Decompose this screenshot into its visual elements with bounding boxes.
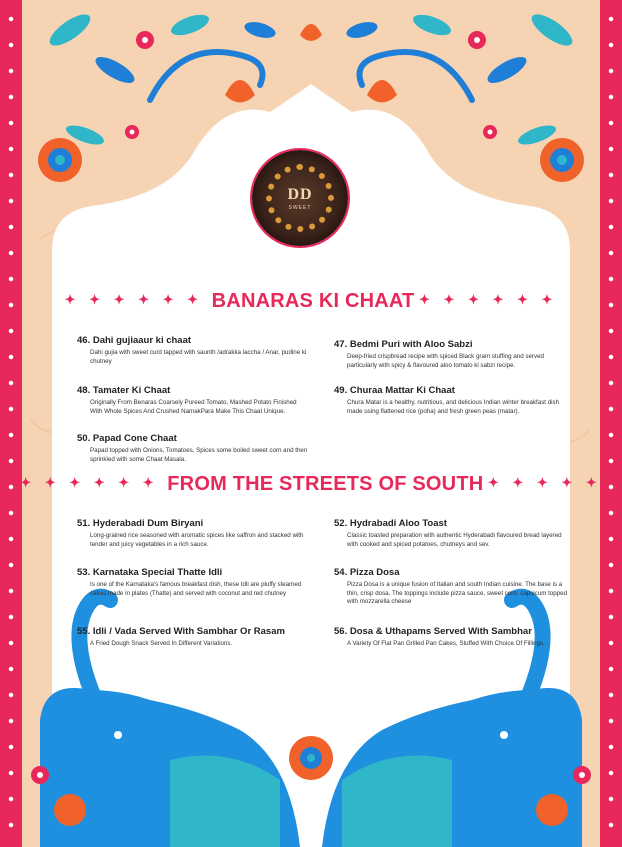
menu-item	[77, 335, 309, 366]
item-name: 47. Bedmi Puri with Aloo Sabzi	[334, 339, 473, 350]
item-description: Is one of the Karnataka's famous breakfast dish, these Idli are pluffy steamed cakes made in plates (Thatte) and served with coconut and red chutney	[90, 581, 302, 597]
item-description: Dahi gujia with sweet curd tapped with saunth /adrakka laccha / Anar, pudine ki chutney	[90, 349, 307, 365]
star-icon: ✦ ✦ ✦ ✦ ✦	[487, 475, 602, 490]
item-description: A Fried Dough Snack Served In Different Variations.	[90, 640, 233, 647]
logo-brand: DD	[287, 186, 313, 203]
item-name: 55. Idli / Vada Served With Sambhar Or Rasam	[77, 626, 285, 637]
star-icon: ✦ ✦ ✦ ✦ ✦ ✦	[64, 292, 212, 307]
section-title-text: FROM THE STREETS OF SOUTH	[167, 473, 484, 495]
logo-sub: SWEET	[288, 205, 312, 211]
menu-item	[77, 433, 309, 464]
item-description: Classic toasted preparation with authentic Hyderabadi flavoured bread layered with cooked and spiced potatoes, chutneys and sev.	[347, 532, 562, 548]
menu-item	[77, 518, 309, 549]
item-description: Originally From Benaras Coarsely Pureed Tomato, Mashed Potato Finished With Whole Spices And Crushed NamakPara Make This Chaat Unique.	[90, 399, 297, 415]
section-title-south	[0, 473, 622, 496]
item-name: 50. Papad Cone Chaat	[77, 433, 177, 444]
brand-logo	[252, 150, 348, 246]
menu-item	[77, 567, 309, 598]
item-description: Papad topped with Onions, Tomatoes, Spices some boiled sweet corn and then sprinkled with some Chaat Masala.	[90, 447, 308, 463]
item-description: Long-grained rice seasoned with aromatic spices like saffron and stacked with tender and juicy vegetables in a rich sauce.	[90, 532, 304, 548]
star-icon: ✦ ✦ ✦ ✦ ✦ ✦	[20, 475, 168, 490]
item-description: Pizza Dosa is a unique fusion of Italian and south Indian cuisine. The base is a thin, crisp dosa. The toppings include pizza sauce, sweet corn, capsicum topped with mozzarella cheese	[347, 581, 568, 606]
menu-item	[334, 567, 574, 607]
section-title-banaras	[0, 290, 622, 313]
menu-item	[334, 518, 574, 549]
menu-item	[77, 626, 327, 649]
menu-item	[77, 385, 309, 416]
menu-item	[334, 385, 574, 416]
star-icon: ✦ ✦ ✦ ✦ ✦ ✦	[418, 292, 558, 307]
item-name: 53. Karnataka Special Thatte Idli	[77, 567, 223, 578]
menu-item	[334, 626, 574, 649]
item-description: Chura Matar is a healthy, nutritious, and delicious Indian winter breakfast dish made using flattened rice (poha) and fresh green peas (matar).	[347, 399, 560, 415]
item-name: 52. Hydrabadi Aloo Toast	[334, 518, 447, 529]
item-name: 48. Tamater Ki Chaat	[77, 385, 171, 396]
item-name: 51. Hyderabadi Dum Biryani	[77, 518, 204, 529]
section-title-text: BANARAS KI CHAAT	[211, 290, 415, 312]
item-description: Deep-fried crispbread recipe with spiced Black gram stuffing and served particularly with spicy & flavoured aloo tomato ki sabzi recipe.	[347, 353, 544, 369]
item-name: 46. Dahi gujiaaur ki chaat	[77, 335, 192, 346]
item-name: 54. Pizza Dosa	[334, 567, 400, 578]
menu-item	[334, 339, 574, 370]
item-name: 56. Dosa & Uthapams Served With Sambhar	[334, 626, 532, 637]
item-name: 49. Churaa Mattar Ki Chaat	[334, 385, 455, 396]
item-description: A Variety Of Flat Pan Grilled Pan Cakes, Stuffed With Choice Of Fillings.	[347, 640, 545, 647]
